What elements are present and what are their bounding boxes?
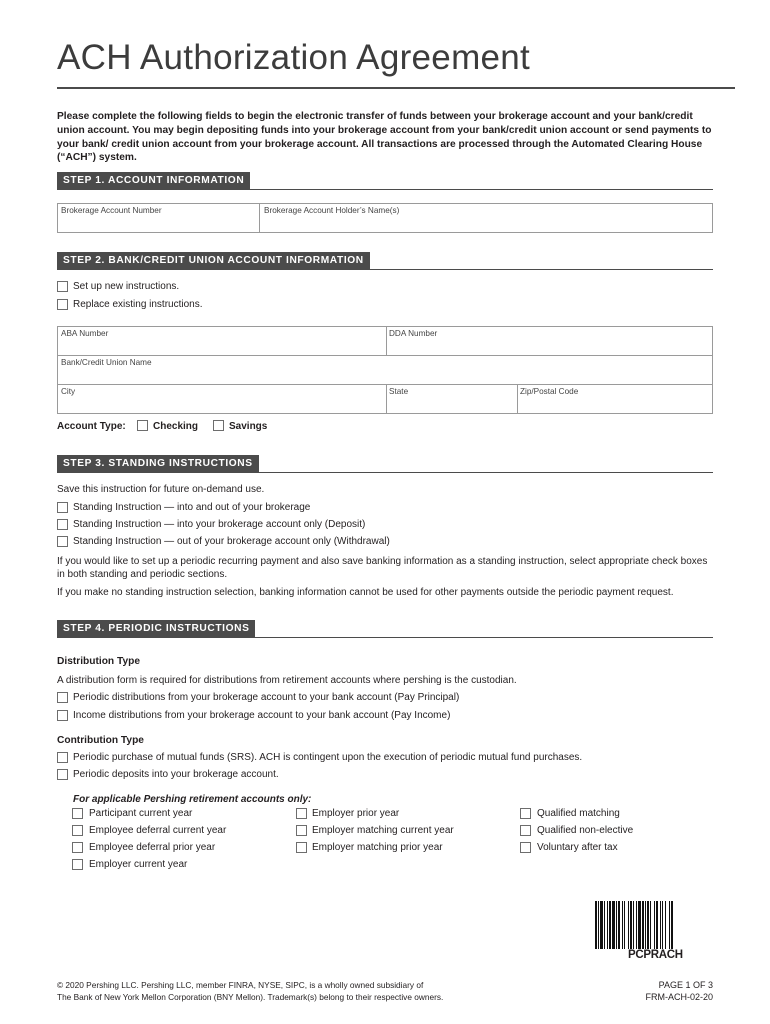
barcode-bar [671,901,673,949]
page-title: ACH Authorization Agreement [57,38,531,77]
step2-bank-grid [57,326,713,414]
barcode-bar [636,901,637,949]
intro-paragraph: Please complete the following fields to begin the electronic transfer of funds between your brokerage account and your bank/credit union account. You may begin depositing funds into your brokerage account from your bank/credit union account or send payments to your bank/ credit union account from your brokerage account. All transactions are processed through the Automated Clearing House (“ACH”) system. [57,111,712,164]
step1-header [57,172,713,190]
setup-new-checkbox[interactable] [57,281,68,292]
employer-matching-prior-label: Employer matching prior year [312,842,443,853]
checking-label: Checking [153,421,199,432]
barcode-bar [669,901,670,949]
standing-note-2: If you make no standing instruction selection, banking information cannot be used for other payments outside the periodic payment request. [57,587,674,598]
footer-line-1: © 2020 Pershing LLC. Pershing LLC, member FINRA, NYSE, SIPC, is a wholly owned subsidiary of [57,980,424,990]
employer-matching-current-label: Employer matching current year [312,825,454,836]
periodic-purchase-checkbox[interactable] [57,752,68,763]
aba-number-field[interactable]: ABA Number [61,329,109,338]
barcode-bar [642,901,644,949]
barcode-bar [612,901,615,949]
footer-page-info [645,980,713,1003]
barcode-bar [654,901,655,949]
barcode-text: PCPRACH [628,949,683,961]
barcode-bar [662,901,663,949]
step1-label: STEP 1. ACCOUNT INFORMATION [57,172,250,190]
contribution-type-heading: Contribution Type [57,735,144,746]
periodic-deposits-label: Periodic deposits into your brokerage account. [73,769,279,780]
account-holder-name-field[interactable]: Brokerage Account Holder’s Name(s) [264,206,400,215]
retirement-heading: For applicable Pershing retirement accounts only: [73,794,312,805]
barcode-bar [665,901,666,949]
title-divider [57,87,735,89]
barcode-bar [607,901,608,949]
standing-both-checkbox[interactable] [57,502,68,513]
qualified-matching-label: Qualified matching [537,808,620,819]
qualified-matching-checkbox[interactable] [520,808,531,819]
brokerage-account-number-field[interactable]: Brokerage Account Number [61,206,162,215]
employee-deferral-prior-checkbox[interactable] [72,842,83,853]
pay-principal-label: Periodic distributions from your brokerage account to your bank account (Pay Principal) [73,692,460,703]
barcode-bar [628,901,629,949]
barcode-bar [618,901,620,949]
barcode-bar [660,901,661,949]
standing-both-label: Standing Instruction — into and out of your brokerage [73,502,311,513]
savings-label: Savings [229,421,268,432]
zip-field[interactable]: Zip/Postal Code [520,387,579,396]
state-field[interactable]: State [389,387,409,396]
qualified-non-elective-label: Qualified non-elective [537,825,634,836]
savings-checkbox[interactable] [213,420,224,431]
barcode-bar [604,901,605,949]
step3-header [57,455,713,473]
barcode-bar [647,901,649,949]
employer-prior-year-label: Employer prior year [312,808,400,819]
distribution-type-text: A distribution form is required for distributions from retirement accounts where pershing is the custodian. [57,675,517,686]
periodic-deposits-checkbox[interactable] [57,769,68,780]
qualified-non-elective-checkbox[interactable] [520,825,531,836]
step2-label: STEP 2. BANK/CREDIT UNION ACCOUNT INFORMATION [57,252,370,270]
pay-principal-checkbox[interactable] [57,692,68,703]
account-type-label: Account Type: [57,421,126,432]
barcode-image [595,901,713,949]
standing-deposit-checkbox[interactable] [57,519,68,530]
periodic-purchase-label: Periodic purchase of mutual funds (SRS). ACH is contingent upon the execution of periodic mutual fund purchases. [73,752,583,763]
participant-current-year-checkbox[interactable] [72,808,83,819]
participant-current-year-label: Participant current year [89,808,193,819]
distribution-type-heading: Distribution Type [57,656,141,667]
city-field[interactable]: City [61,387,76,396]
employer-current-year-checkbox[interactable] [72,859,83,870]
step4-label: STEP 4. PERIODIC INSTRUCTIONS [57,620,255,638]
voluntary-after-tax-checkbox[interactable] [520,842,531,853]
employee-deferral-prior-label: Employee deferral prior year [89,842,216,853]
footer-copyright [57,980,443,1003]
replace-existing-checkbox[interactable] [57,299,68,310]
standing-deposit-label: Standing Instruction — into your brokerage account only (Deposit) [73,519,366,530]
step3-label: STEP 3. STANDING INSTRUCTIONS [57,455,259,473]
standing-withdrawal-label: Standing Instruction — out of your brokerage account only (Withdrawal) [73,536,390,547]
form-id: FRM-ACH-02-20 [645,991,713,1002]
voluntary-after-tax-label: Voluntary after tax [537,842,618,853]
barcode-bar [645,901,646,949]
barcode-bar [622,901,623,949]
employee-deferral-current-checkbox[interactable] [72,825,83,836]
barcode-bar [656,901,658,949]
barcode-bar [650,901,651,949]
step4-header [57,620,713,638]
barcode-bar [633,901,634,949]
bank-name-field[interactable]: Bank/Credit Union Name [61,358,152,367]
replace-existing-label: Replace existing instructions. [73,299,203,310]
barcode-bar [624,901,625,949]
dda-number-field[interactable]: DDA Number [389,329,438,338]
standing-withdrawal-checkbox[interactable] [57,536,68,547]
employee-deferral-current-label: Employee deferral current year [89,825,227,836]
standing-note-1: If you would like to set up a periodic recurring payment and also save banking information as a standing instruction, select appropriate check boxes in both standing and periodic sections. [57,556,708,580]
barcode-bar [600,901,603,949]
employer-matching-prior-checkbox[interactable] [296,842,307,853]
page-number: PAGE 1 OF 3 [658,980,713,990]
barcode-bar [595,901,597,949]
employer-matching-current-checkbox[interactable] [296,825,307,836]
barcode-bar [638,901,641,949]
pay-income-label: Income distributions from your brokerage account to your bank account (Pay Income) [73,710,451,721]
step2-header [57,252,713,270]
barcode-bar [630,901,632,949]
barcode-bar [598,901,599,949]
footer-line-2: The Bank of New York Mellon Corporation (BNY Mellon). Trademark(s) belong to their respective owners. [57,991,444,1002]
barcode-bar [616,901,617,949]
employer-current-year-label: Employer current year [89,859,188,870]
employer-prior-year-checkbox[interactable] [296,808,307,819]
setup-new-label: Set up new instructions. [73,281,180,292]
checking-checkbox[interactable] [137,420,148,431]
pay-income-checkbox[interactable] [57,710,68,721]
barcode-bar [609,901,611,949]
save-instruction-text: Save this instruction for future on-demand use. [57,484,265,495]
